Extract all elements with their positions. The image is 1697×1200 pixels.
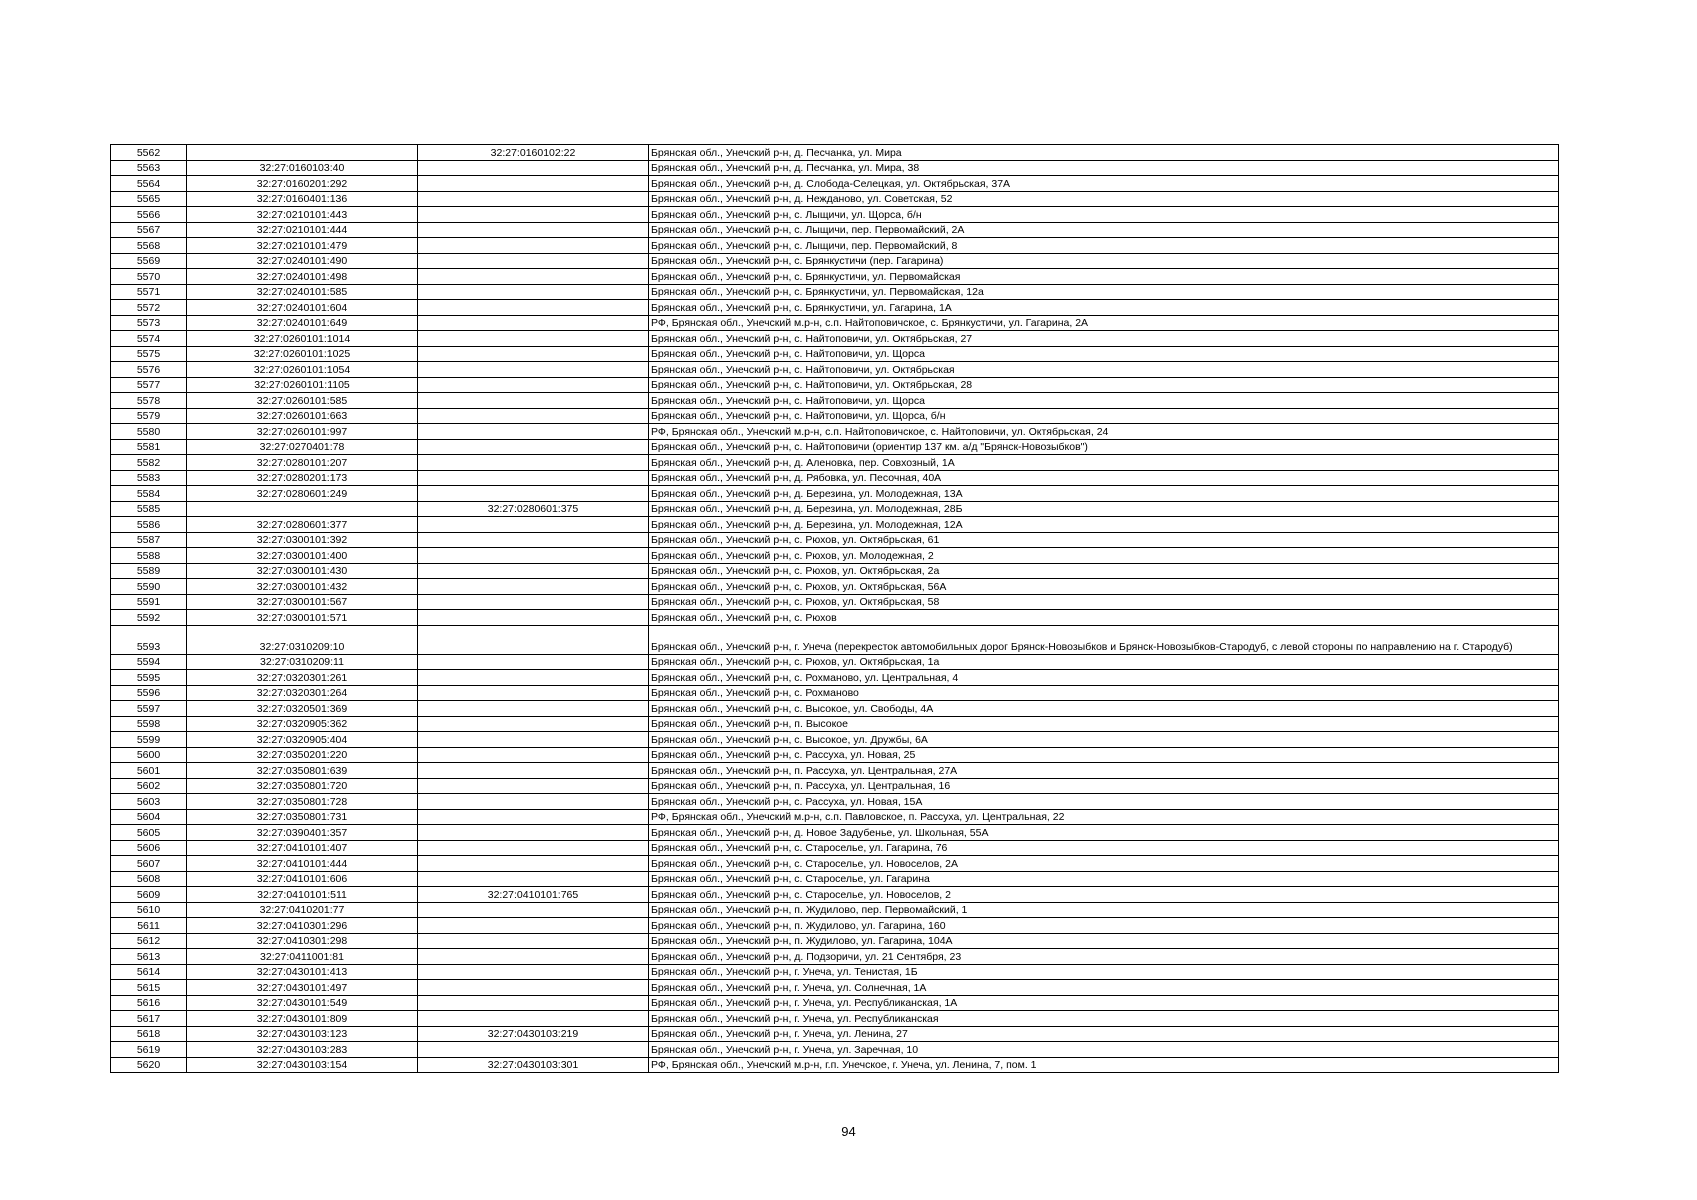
cadastral-number-cell: 32:27:0240101:604 [187, 300, 418, 316]
table-row [111, 701, 1559, 717]
cadastral-number-cell: 32:27:0350801:720 [187, 778, 418, 794]
address-cell: Брянская обл., Унечский р-н, д. Березина, ул. Молодежная, 12А [649, 517, 1559, 533]
row-number-cell: 5565 [111, 191, 187, 207]
table-row [111, 331, 1559, 347]
secondary-cadastral-number-cell [418, 763, 649, 779]
row-number-cell: 5605 [111, 825, 187, 841]
secondary-cadastral-number-cell [418, 732, 649, 748]
table-row [111, 887, 1559, 903]
row-number-cell: 5614 [111, 964, 187, 980]
row-number-cell: 5563 [111, 160, 187, 176]
cadastral-number-cell: 32:27:0410101:407 [187, 840, 418, 856]
secondary-cadastral-number-cell [418, 207, 649, 223]
row-number-cell: 5607 [111, 856, 187, 872]
address-cell: Брянская обл., Унечский р-н, п. Жудилово, пер. Первомайский, 1 [649, 902, 1559, 918]
table-row [111, 517, 1559, 533]
cadastral-number-cell: 32:27:0350201:220 [187, 747, 418, 763]
secondary-cadastral-number-cell: 32:27:0410101:765 [418, 887, 649, 903]
secondary-cadastral-number-cell [418, 840, 649, 856]
cadastral-number-cell: 32:27:0260101:997 [187, 424, 418, 440]
cadastral-number-cell: 32:27:0430101:497 [187, 980, 418, 996]
secondary-cadastral-number-cell [418, 191, 649, 207]
row-number-cell: 5615 [111, 980, 187, 996]
address-cell: Брянская обл., Унечский р-н, с. Высокое, ул. Свободы, 4А [649, 701, 1559, 717]
address-cell: Брянская обл., Унечский р-н, с. Брянкустичи (пер. Гагарина) [649, 253, 1559, 269]
row-number-cell: 5612 [111, 933, 187, 949]
secondary-cadastral-number-cell [418, 716, 649, 732]
cadastral-number-cell: 32:27:0430103:283 [187, 1042, 418, 1058]
table-row [111, 594, 1559, 610]
cadastral-number-cell: 32:27:0430103:123 [187, 1026, 418, 1042]
cadastral-number-cell: 32:27:0410201:77 [187, 902, 418, 918]
cadastral-number-cell: 32:27:0430101:413 [187, 964, 418, 980]
table-row [111, 778, 1559, 794]
row-number-cell: 5580 [111, 424, 187, 440]
secondary-cadastral-number-cell [418, 949, 649, 965]
cadastral-number-cell: 32:27:0260101:663 [187, 408, 418, 424]
table-row [111, 856, 1559, 872]
table-row [111, 794, 1559, 810]
secondary-cadastral-number-cell [418, 455, 649, 471]
row-number-cell: 5567 [111, 222, 187, 238]
table-row [111, 918, 1559, 934]
table-row [111, 222, 1559, 238]
cadastral-number-cell: 32:27:0260101:585 [187, 393, 418, 409]
cadastral-number-cell: 32:27:0320301:261 [187, 670, 418, 686]
address-cell: Брянская обл., Унечский р-н, с. Рюхов [649, 610, 1559, 626]
cadastral-number-cell: 32:27:0350801:728 [187, 794, 418, 810]
row-number-cell: 5591 [111, 594, 187, 610]
secondary-cadastral-number-cell [418, 856, 649, 872]
secondary-cadastral-number-cell [418, 1042, 649, 1058]
row-number-cell: 5620 [111, 1057, 187, 1073]
row-number-cell: 5596 [111, 685, 187, 701]
table-row [111, 625, 1559, 654]
cadastral-number-cell: 32:27:0310209:11 [187, 654, 418, 670]
secondary-cadastral-number-cell [418, 346, 649, 362]
cadastral-number-cell: 32:27:0430103:154 [187, 1057, 418, 1073]
row-number-cell: 5592 [111, 610, 187, 626]
table-row [111, 470, 1559, 486]
table-row [111, 269, 1559, 285]
table-body [111, 145, 1559, 1073]
secondary-cadastral-number-cell [418, 486, 649, 502]
secondary-cadastral-number-cell [418, 424, 649, 440]
cadastral-number-cell: 32:27:0260101:1025 [187, 346, 418, 362]
cadastral-number-cell: 32:27:0280201:173 [187, 470, 418, 486]
row-number-cell: 5595 [111, 670, 187, 686]
address-cell: Брянская обл., Унечский р-н, г. Унеча, ул. Заречная, 10 [649, 1042, 1559, 1058]
secondary-cadastral-number-cell [418, 933, 649, 949]
row-number-cell: 5583 [111, 470, 187, 486]
secondary-cadastral-number-cell: 32:27:0430103:301 [418, 1057, 649, 1073]
address-cell: Брянская обл., Унечский р-н, с. Лыщичи, ул. Щорса, б/н [649, 207, 1559, 223]
secondary-cadastral-number-cell [418, 794, 649, 810]
cadastral-number-cell: 32:27:0430101:809 [187, 1011, 418, 1027]
cadastral-number-cell: 32:27:0280101:207 [187, 455, 418, 471]
address-cell: Брянская обл., Унечский р-н, с. Брянкустичи, ул. Первомайская [649, 269, 1559, 285]
cadastral-number-cell: 32:27:0350801:731 [187, 809, 418, 825]
cadastral-number-cell: 32:27:0210101:443 [187, 207, 418, 223]
address-cell: Брянская обл., Унечский р-н, с. Найтоповичи, ул. Октябрьская [649, 362, 1559, 378]
row-number-cell: 5599 [111, 732, 187, 748]
address-cell: Брянская обл., Унечский р-н, с. Рюхов, ул. Молодежная, 2 [649, 548, 1559, 564]
row-number-cell: 5581 [111, 439, 187, 455]
address-cell: Брянская обл., Унечский р-н, п. Жудилово, ул. Гагарина, 160 [649, 918, 1559, 934]
table-row [111, 964, 1559, 980]
table-row [111, 995, 1559, 1011]
secondary-cadastral-number-cell [418, 610, 649, 626]
table-row [111, 825, 1559, 841]
cadastral-number-cell [187, 501, 418, 517]
address-cell: Брянская обл., Унечский р-н, с. Рассуха, ул. Новая, 15А [649, 794, 1559, 810]
address-cell: Брянская обл., Унечский р-н, с. Староселье, ул. Гагарина [649, 871, 1559, 887]
row-number-cell: 5610 [111, 902, 187, 918]
address-cell: Брянская обл., Унечский р-н, с. Найтоповичи, ул. Октябрьская, 28 [649, 377, 1559, 393]
row-number-cell: 5598 [111, 716, 187, 732]
cadastral-number-cell [187, 145, 418, 161]
secondary-cadastral-number-cell [418, 594, 649, 610]
row-number-cell: 5604 [111, 809, 187, 825]
secondary-cadastral-number-cell [418, 964, 649, 980]
cadastral-number-cell: 32:27:0260101:1054 [187, 362, 418, 378]
cadastral-number-cell: 32:27:0410301:296 [187, 918, 418, 934]
table-row [111, 300, 1559, 316]
table-row [111, 840, 1559, 856]
secondary-cadastral-number-cell [418, 253, 649, 269]
cadastral-number-cell: 32:27:0270401:78 [187, 439, 418, 455]
table-row [111, 670, 1559, 686]
address-cell: Брянская обл., Унечский р-н, г. Унеча, ул. Тенистая, 1Б [649, 964, 1559, 980]
row-number-cell: 5570 [111, 269, 187, 285]
row-number-cell: 5568 [111, 238, 187, 254]
table-row [111, 532, 1559, 548]
cadastral-number-cell: 32:27:0300101:571 [187, 610, 418, 626]
table-row [111, 949, 1559, 965]
row-number-cell: 5619 [111, 1042, 187, 1058]
address-cell: Брянская обл., Унечский р-н, г. Унеча, ул. Республиканская [649, 1011, 1559, 1027]
cadastral-number-cell: 32:27:0260101:1014 [187, 331, 418, 347]
secondary-cadastral-number-cell [418, 747, 649, 763]
secondary-cadastral-number-cell [418, 238, 649, 254]
secondary-cadastral-number-cell [418, 871, 649, 887]
row-number-cell: 5590 [111, 579, 187, 595]
secondary-cadastral-number-cell: 32:27:0430103:219 [418, 1026, 649, 1042]
cadastral-number-cell: 32:27:0240101:585 [187, 284, 418, 300]
address-cell: Брянская обл., Унечский р-н, г. Унеча, ул. Республиканская, 1А [649, 995, 1559, 1011]
address-cell: Брянская обл., Унечский р-н, с. Рохманово [649, 685, 1559, 701]
row-number-cell: 5609 [111, 887, 187, 903]
secondary-cadastral-number-cell [418, 563, 649, 579]
row-number-cell: 5594 [111, 654, 187, 670]
secondary-cadastral-number-cell [418, 918, 649, 934]
secondary-cadastral-number-cell [418, 995, 649, 1011]
cadastral-number-cell: 32:27:0310209:10 [187, 625, 418, 654]
table-row [111, 377, 1559, 393]
secondary-cadastral-number-cell: 32:27:0280601:375 [418, 501, 649, 517]
address-cell: Брянская обл., Унечский р-н, с. Найтоповичи (ориентир 137 км. а/д "Брянск-Новозыбков") [649, 439, 1559, 455]
table-row [111, 393, 1559, 409]
address-cell: Брянская обл., Унечский р-н, д. Березина, ул. Молодежная, 13А [649, 486, 1559, 502]
address-cell: Брянская обл., Унечский р-н, с. Рассуха, ул. Новая, 25 [649, 747, 1559, 763]
row-number-cell: 5606 [111, 840, 187, 856]
cadastral-number-cell: 32:27:0300101:430 [187, 563, 418, 579]
row-number-cell: 5601 [111, 763, 187, 779]
address-cell: Брянская обл., Унечский р-н, д. Нежданово, ул. Советская, 52 [649, 191, 1559, 207]
address-cell: Брянская обл., Унечский р-н, д. Новое Задубенье, ул. Школьная, 55А [649, 825, 1559, 841]
table-row [111, 902, 1559, 918]
cadastral-number-cell: 32:27:0300101:432 [187, 579, 418, 595]
row-number-cell: 5593 [111, 625, 187, 654]
table-row [111, 315, 1559, 331]
secondary-cadastral-number-cell [418, 532, 649, 548]
address-cell: Брянская обл., Унечский р-н, п. Высокое [649, 716, 1559, 732]
address-cell: Брянская обл., Унечский р-н, д. Песчанка, ул. Мира [649, 145, 1559, 161]
address-cell: Брянская обл., Унечский р-н, с. Староселье, ул. Новоселов, 2А [649, 856, 1559, 872]
cadastral-number-cell: 32:27:0160401:136 [187, 191, 418, 207]
row-number-cell: 5571 [111, 284, 187, 300]
secondary-cadastral-number-cell [418, 222, 649, 238]
secondary-cadastral-number-cell [418, 809, 649, 825]
row-number-cell: 5585 [111, 501, 187, 517]
secondary-cadastral-number-cell [418, 625, 649, 654]
secondary-cadastral-number-cell [418, 300, 649, 316]
cadastral-number-cell: 32:27:0390401:357 [187, 825, 418, 841]
secondary-cadastral-number-cell [418, 670, 649, 686]
secondary-cadastral-number-cell: 32:27:0160102:22 [418, 145, 649, 161]
row-number-cell: 5588 [111, 548, 187, 564]
address-cell: Брянская обл., Унечский р-н, с. Рюхов, ул. Октябрьская, 61 [649, 532, 1559, 548]
table-row [111, 176, 1559, 192]
table-row [111, 716, 1559, 732]
address-cell: Брянская обл., Унечский р-н, г. Унеча (перекресток автомобильных дорог Брянск-Новозыбков и Брянск-Новозыбков-Стародуб, с левой стороны по направлению на г. Стародуб) [649, 625, 1559, 654]
cadastral-number-cell: 32:27:0240101:649 [187, 315, 418, 331]
row-number-cell: 5575 [111, 346, 187, 362]
secondary-cadastral-number-cell [418, 517, 649, 533]
secondary-cadastral-number-cell [418, 825, 649, 841]
row-number-cell: 5586 [111, 517, 187, 533]
address-cell: Брянская обл., Унечский р-н, с. Староселье, ул. Новоселов, 2 [649, 887, 1559, 903]
cadastral-number-cell: 32:27:0210101:479 [187, 238, 418, 254]
table-row [111, 501, 1559, 517]
table-row [111, 747, 1559, 763]
secondary-cadastral-number-cell [418, 362, 649, 378]
address-cell: Брянская обл., Унечский р-н, г. Унеча, ул. Солнечная, 1А [649, 980, 1559, 996]
address-cell: Брянская обл., Унечский р-н, д. Слобода-Селецкая, ул. Октябрьская, 37А [649, 176, 1559, 192]
table-row [111, 1057, 1559, 1073]
address-cell: Брянская обл., Унечский р-н, п. Рассуха, ул. Центральная, 16 [649, 778, 1559, 794]
address-cell: Брянская обл., Унечский р-н, с. Брянкустичи, ул. Гагарина, 1А [649, 300, 1559, 316]
secondary-cadastral-number-cell [418, 701, 649, 717]
address-cell: Брянская обл., Унечский р-н, с. Рюхов, ул. Октябрьская, 1а [649, 654, 1559, 670]
table-row [111, 191, 1559, 207]
row-number-cell: 5576 [111, 362, 187, 378]
cadastral-number-cell: 32:27:0280601:377 [187, 517, 418, 533]
address-cell: Брянская обл., Унечский р-н, д. Песчанка, ул. Мира, 38 [649, 160, 1559, 176]
table-row [111, 145, 1559, 161]
secondary-cadastral-number-cell [418, 778, 649, 794]
address-cell: РФ, Брянская обл., Унечский м.р-н, с.п. Найтоповичское, с. Найтоповичи, ул. Октябрьская, 24 [649, 424, 1559, 440]
secondary-cadastral-number-cell [418, 315, 649, 331]
row-number-cell: 5589 [111, 563, 187, 579]
table-row [111, 346, 1559, 362]
secondary-cadastral-number-cell [418, 284, 649, 300]
cadastral-number-cell: 32:27:0410101:606 [187, 871, 418, 887]
cadastral-number-cell: 32:27:0350801:639 [187, 763, 418, 779]
row-number-cell: 5574 [111, 331, 187, 347]
row-number-cell: 5564 [111, 176, 187, 192]
table-row [111, 455, 1559, 471]
cadastral-number-cell: 32:27:0210101:444 [187, 222, 418, 238]
table-row [111, 933, 1559, 949]
table-row [111, 284, 1559, 300]
table-row [111, 362, 1559, 378]
table-row [111, 238, 1559, 254]
cadastral-number-cell: 32:27:0260101:1105 [187, 377, 418, 393]
cadastral-table [110, 144, 1559, 1073]
row-number-cell: 5577 [111, 377, 187, 393]
cadastral-number-cell: 32:27:0320301:264 [187, 685, 418, 701]
row-number-cell: 5578 [111, 393, 187, 409]
address-cell: Брянская обл., Унечский р-н, п. Жудилово, ул. Гагарина, 104А [649, 933, 1559, 949]
cadastral-number-cell: 32:27:0430101:549 [187, 995, 418, 1011]
table-row [111, 579, 1559, 595]
table-row [111, 1011, 1559, 1027]
address-cell: Брянская обл., Унечский р-н, с. Найтоповичи, ул. Щорса, б/н [649, 408, 1559, 424]
table-row [111, 1042, 1559, 1058]
row-number-cell: 5600 [111, 747, 187, 763]
table-row [111, 408, 1559, 424]
row-number-cell: 5573 [111, 315, 187, 331]
row-number-cell: 5602 [111, 778, 187, 794]
address-cell: Брянская обл., Унечский р-н, с. Рохманово, ул. Центральная, 4 [649, 670, 1559, 686]
table-row [111, 732, 1559, 748]
address-cell: Брянская обл., Унечский р-н, д. Подзоричи, ул. 21 Сентября, 23 [649, 949, 1559, 965]
address-cell: Брянская обл., Унечский р-н, с. Найтоповичи, ул. Октябрьская, 27 [649, 331, 1559, 347]
secondary-cadastral-number-cell [418, 685, 649, 701]
secondary-cadastral-number-cell [418, 980, 649, 996]
cadastral-number-cell: 32:27:0411001:81 [187, 949, 418, 965]
cadastral-number-cell: 32:27:0320905:362 [187, 716, 418, 732]
address-cell: Брянская обл., Унечский р-н, д. Аленовка, пер. Совхозный, 1А [649, 455, 1559, 471]
address-cell: Брянская обл., Унечский р-н, с. Лыщичи, пер. Первомайский, 8 [649, 238, 1559, 254]
table-row [111, 207, 1559, 223]
secondary-cadastral-number-cell [418, 654, 649, 670]
row-number-cell: 5611 [111, 918, 187, 934]
table-row [111, 563, 1559, 579]
secondary-cadastral-number-cell [418, 579, 649, 595]
secondary-cadastral-number-cell [418, 160, 649, 176]
row-number-cell: 5566 [111, 207, 187, 223]
address-cell: Брянская обл., Унечский р-н, с. Староселье, ул. Гагарина, 76 [649, 840, 1559, 856]
cadastral-number-cell: 32:27:0410101:511 [187, 887, 418, 903]
cadastral-number-cell: 32:27:0300101:567 [187, 594, 418, 610]
secondary-cadastral-number-cell [418, 331, 649, 347]
cadastral-number-cell: 32:27:0320501:369 [187, 701, 418, 717]
secondary-cadastral-number-cell [418, 408, 649, 424]
secondary-cadastral-number-cell [418, 377, 649, 393]
cadastral-number-cell: 32:27:0320905:404 [187, 732, 418, 748]
address-cell: Брянская обл., Унечский р-н, п. Рассуха, ул. Центральная, 27А [649, 763, 1559, 779]
cadastral-number-cell: 32:27:0240101:498 [187, 269, 418, 285]
table-row [111, 654, 1559, 670]
cadastral-number-cell: 32:27:0240101:490 [187, 253, 418, 269]
row-number-cell: 5613 [111, 949, 187, 965]
table-row [111, 548, 1559, 564]
cadastral-number-cell: 32:27:0160103:40 [187, 160, 418, 176]
table-row [111, 424, 1559, 440]
secondary-cadastral-number-cell [418, 439, 649, 455]
row-number-cell: 5603 [111, 794, 187, 810]
address-cell: Брянская обл., Унечский р-н, с. Найтоповичи, ул. Щорса [649, 393, 1559, 409]
address-cell: Брянская обл., Унечский р-н, с. Рюхов, ул. Октябрьская, 2а [649, 563, 1559, 579]
row-number-cell: 5618 [111, 1026, 187, 1042]
row-number-cell: 5616 [111, 995, 187, 1011]
table-row [111, 809, 1559, 825]
table-row [111, 253, 1559, 269]
address-cell: Брянская обл., Унечский р-н, д. Рябовка, ул. Песочная, 40А [649, 470, 1559, 486]
address-cell: Брянская обл., Унечский р-н, с. Лыщичи, пер. Первомайский, 2А [649, 222, 1559, 238]
table-row [111, 610, 1559, 626]
row-number-cell: 5562 [111, 145, 187, 161]
secondary-cadastral-number-cell [418, 548, 649, 564]
row-number-cell: 5572 [111, 300, 187, 316]
cadastral-number-cell: 32:27:0410101:444 [187, 856, 418, 872]
address-cell: РФ, Брянская обл., Унечский м.р-н, с.п. Павловское, п. Рассуха, ул. Центральная, 22 [649, 809, 1559, 825]
row-number-cell: 5584 [111, 486, 187, 502]
secondary-cadastral-number-cell [418, 393, 649, 409]
address-cell: Брянская обл., Унечский р-н, с. Высокое, ул. Дружбы, 6А [649, 732, 1559, 748]
address-cell: Брянская обл., Унечский р-н, с. Рюхов, ул. Октябрьская, 56А [649, 579, 1559, 595]
cadastral-number-cell: 32:27:0300101:400 [187, 548, 418, 564]
row-number-cell: 5582 [111, 455, 187, 471]
secondary-cadastral-number-cell [418, 902, 649, 918]
row-number-cell: 5579 [111, 408, 187, 424]
address-cell: Брянская обл., Унечский р-н, д. Березина, ул. Молодежная, 28Б [649, 501, 1559, 517]
table-row [111, 160, 1559, 176]
secondary-cadastral-number-cell [418, 176, 649, 192]
cadastral-number-cell: 32:27:0160201:292 [187, 176, 418, 192]
row-number-cell: 5587 [111, 532, 187, 548]
address-cell: РФ, Брянская обл., Унечский м.р-н, с.п. Найтоповичское, с. Брянкустичи, ул. Гагарина, 2А [649, 315, 1559, 331]
table-row [111, 1026, 1559, 1042]
page-number: 94 [841, 1124, 856, 1139]
row-number-cell: 5569 [111, 253, 187, 269]
secondary-cadastral-number-cell [418, 269, 649, 285]
cadastral-number-cell: 32:27:0280601:249 [187, 486, 418, 502]
row-number-cell: 5608 [111, 871, 187, 887]
address-cell: Брянская обл., Унечский р-н, с. Брянкустичи, ул. Первомайская, 12а [649, 284, 1559, 300]
cadastral-number-cell: 32:27:0300101:392 [187, 532, 418, 548]
row-number-cell: 5597 [111, 701, 187, 717]
table-row [111, 486, 1559, 502]
address-cell: Брянская обл., Унечский р-н, г. Унеча, ул. Ленина, 27 [649, 1026, 1559, 1042]
address-cell: Брянская обл., Унечский р-н, с. Рюхов, ул. Октябрьская, 58 [649, 594, 1559, 610]
row-number-cell: 5617 [111, 1011, 187, 1027]
table-row [111, 980, 1559, 996]
table-row [111, 685, 1559, 701]
table-row [111, 763, 1559, 779]
table-row [111, 439, 1559, 455]
address-cell: РФ, Брянская обл., Унечский м.р-н, г.п. Унечское, г. Унеча, ул. Ленина, 7, пом. 1 [649, 1057, 1559, 1073]
table-row [111, 871, 1559, 887]
address-cell: Брянская обл., Унечский р-н, с. Найтоповичи, ул. Щорса [649, 346, 1559, 362]
secondary-cadastral-number-cell [418, 1011, 649, 1027]
cadastral-number-cell: 32:27:0410301:298 [187, 933, 418, 949]
secondary-cadastral-number-cell [418, 470, 649, 486]
